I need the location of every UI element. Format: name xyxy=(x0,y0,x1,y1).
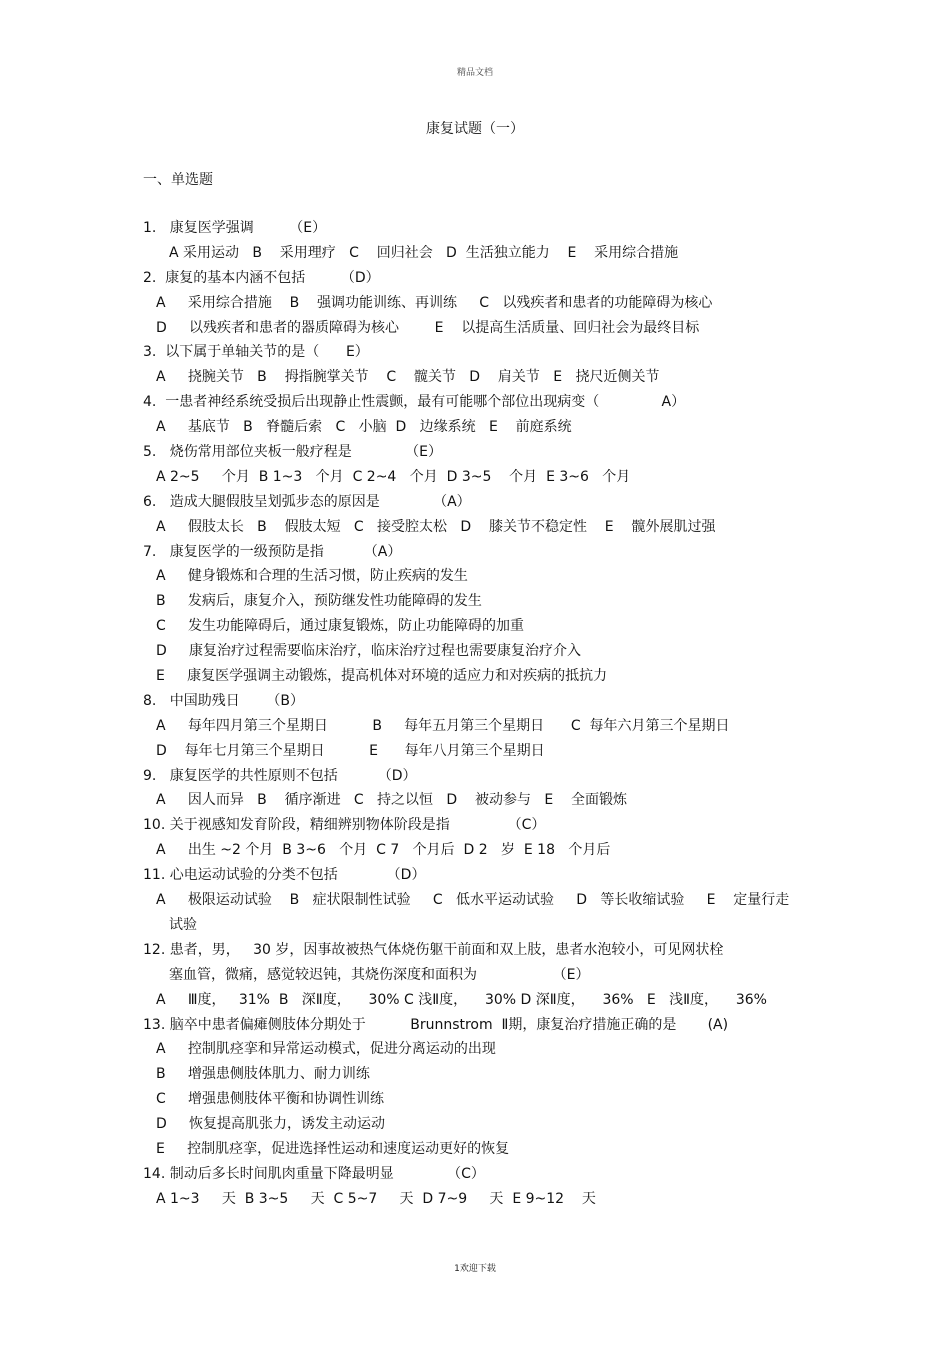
continuation-line: 塞血管，微痛，感觉较迟钝，其烧伤深度和面积为 （E） xyxy=(169,966,590,983)
question-line: 14. 制动后多长时间肌肉重量下降最明显 （C） xyxy=(143,1165,485,1182)
continuation-line: 试验 xyxy=(169,916,197,933)
option-line: C 增强患侧肢体平衡和协调性训练 xyxy=(156,1091,385,1108)
question-line: 11. 心电运动试验的分类不包括 （D） xyxy=(143,867,426,884)
option-line: A 出生 ~2 个月 B 3~6 个月 C 7 个月后 D 2 岁 E 18 个月后 xyxy=(156,842,611,859)
question-line: 4. 一患者神经系统受损后出现静止性震颤，最有可能哪个部位出现病变（ A） xyxy=(143,394,686,411)
question-line: 12. 患者，男， 30 岁，因事故被热气体烧伤躯干前面和双上肢，患者水泡较小，可见网状栓 xyxy=(143,941,724,958)
question-line: 5. 烧伤常用部位夹板一般疗程是 （E） xyxy=(143,444,442,461)
question-list xyxy=(143,216,803,1212)
question-line: 2. 康复的基本内涵不包括 （D） xyxy=(143,269,380,286)
option-line: C 发生功能障碍后，通过康复锻炼，防止功能障碍的加重 xyxy=(156,618,525,635)
option-line: A 采用运动 B 采用理疗 C 回归社会 D 生活独立能力 E 采用综合措施 xyxy=(169,244,679,261)
question-line: 3. 以下属于单轴关节的是（ E） xyxy=(143,344,369,361)
question-line: 10. 关于视感知发育阶段，精细辨别物体阶段是指 （C） xyxy=(143,817,546,834)
option-line: A 因人而异 B 循序渐进 C 持之以恒 D 被动参与 E 全面锻炼 xyxy=(156,792,627,809)
option-line: A 1~3 天 B 3~5 天 C 5~7 天 D 7~9 天 E 9~12 天 xyxy=(156,1190,596,1207)
option-line: A 健身锻炼和合理的生活习惯，防止疾病的发生 xyxy=(156,568,468,585)
option-line: B 发病后，康复介入，预防继发性功能障碍的发生 xyxy=(156,593,482,610)
option-line: A 每年四月第三个星期日 B 每年五月第三个星期日 C 每年六月第三个星期日 xyxy=(156,717,730,734)
question-line: 6. 造成大腿假肢呈划弧步态的原因是 （A） xyxy=(143,493,471,510)
option-line: A Ⅲ度， 31% B 深Ⅱ度， 30% C 浅Ⅱ度， 30% D 深Ⅱ度， 36% E 浅Ⅱ度， 36% xyxy=(156,991,767,1008)
option-line: D 以残疾者和患者的器质障碍为核心 E 以提高生活质量、回归社会为最终目标 xyxy=(156,319,700,336)
option-line: D 每年七月第三个星期日 E 每年八月第三个星期日 xyxy=(156,742,545,759)
option-line: D 恢复提高肌张力，诱发主动运动 xyxy=(156,1116,386,1133)
section-heading: 一、单选题 xyxy=(143,172,213,188)
option-line: A 控制肌痉挛和异常运动模式，促进分离运动的出现 xyxy=(156,1041,496,1058)
document-title: 康复试题（一） xyxy=(426,121,524,137)
option-line: A 采用综合措施 B 强调功能训练、再训练 C 以残疾者和患者的功能障碍为核心 xyxy=(156,294,713,311)
option-line: E 康复医学强调主动锻炼，提高机体对环境的适应力和对疾病的抵抗力 xyxy=(156,668,608,685)
option-line: D 康复治疗过程需要临床治疗，临床治疗过程也需要康复治疗介入 xyxy=(156,643,582,660)
question-line: 9. 康复医学的共性原则不包括 （D） xyxy=(143,767,417,784)
page-footer: 1欢迎下载 xyxy=(454,1264,496,1274)
page-header: 精品文档 xyxy=(456,68,493,78)
question-line: 1. 康复医学强调 （E） xyxy=(143,220,327,236)
option-line: A 极限运动试验 B 症状限制性试验 C 低水平运动试验 D 等长收缩试验 E 定量行走 xyxy=(156,892,790,909)
question-line: 13. 脑卒中患者偏瘫侧肢体分期处于 Brunnstrom Ⅱ期，康复治疗措施正确的是 (A) xyxy=(143,1016,729,1033)
option-line: A 假肢太长 B 假肢太短 C 接受腔太松 D 膝关节不稳定性 E 髋外展肌过强 xyxy=(156,518,716,535)
option-line: A 基底节 B 脊髓后索 C 小脑 D 边缘系统 E 前庭系统 xyxy=(156,419,572,436)
option-line: A 挠腕关节 B 拇指腕掌关节 C 髋关节 D 肩关节 E 挠尺近侧关节 xyxy=(156,369,660,386)
option-line: E 控制肌痉挛，促进选择性运动和速度运动更好的恢复 xyxy=(156,1140,510,1157)
question-line: 7. 康复医学的一级预防是指 （A） xyxy=(143,543,402,560)
question-line: 8. 中国助残日 （B） xyxy=(143,692,305,709)
option-line: A 2~5 个月 B 1~3 个月 C 2~4 个月 D 3~5 个月 E 3~6 个月 xyxy=(156,468,631,485)
option-line: B 增强患侧肢体肌力、耐力训练 xyxy=(156,1066,370,1083)
